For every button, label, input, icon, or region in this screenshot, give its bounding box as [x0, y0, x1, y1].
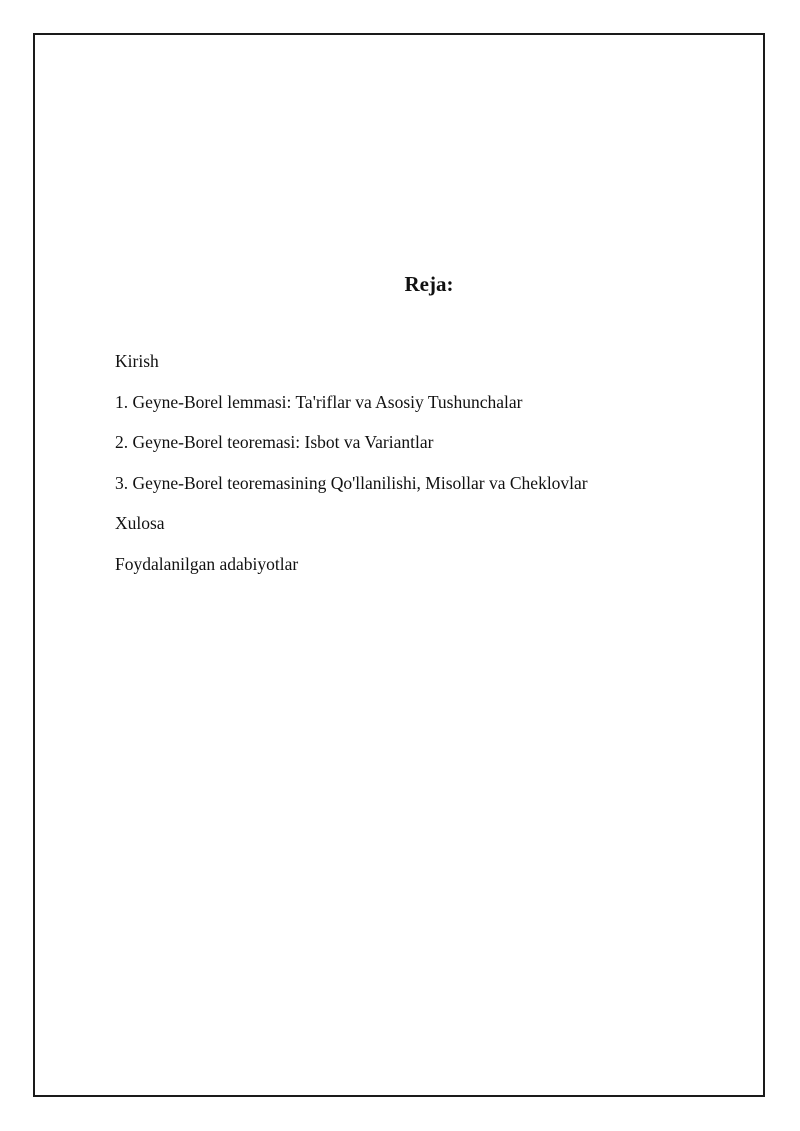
toc-item-chapter-3: 3. Geyne-Borel teoremasining Qo'llanilishi, Misollar va Cheklovlar: [115, 472, 588, 493]
toc-item-conclusion: Xulosa: [115, 513, 165, 533]
page-title: Reja:: [404, 272, 454, 296]
toc-item-chapter-2: 2. Geyne-Borel teoremasi: Isbot va Variantlar: [115, 432, 434, 452]
table-of-contents: [115, 351, 588, 594]
toc-item-references: Foydalanilgan adabiyotlar: [115, 553, 299, 574]
toc-item-chapter-1: 1. Geyne-Borel lemmasi: Ta'riflar va Asosiy Tushunchalar: [115, 391, 523, 412]
toc-item-introduction: Kirish: [115, 351, 159, 371]
